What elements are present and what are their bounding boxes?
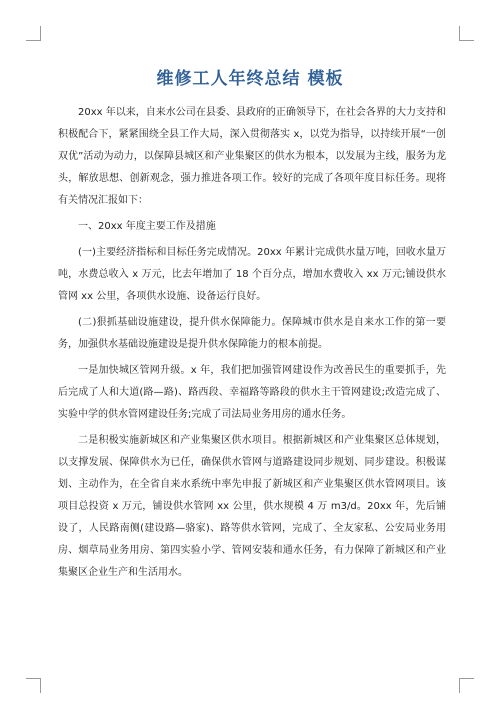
crop-mark-top-left <box>26 26 41 41</box>
paragraph-economic-indicators: (一)主要经济指标和目标任务完成情况。20xx 年累计完成供水量万吨，回收水量万吨，水费总收入 x 万元，比去年增加了 18 个百分点，增加水费收入 xx 万元;铺设供水管网 xx 公里，各项供水设施、设备运行良好。 <box>58 247 446 302</box>
section-heading: 一、20xx 年度主要工作及措施 <box>78 221 216 232</box>
crop-mark-bottom-right <box>459 678 474 693</box>
intro-paragraph: 20xx 年以来，自来水公司在县委、县政府的正确领导下，在社会各界的大力支持和积极配合下，紧紧围绕全县工作大局，深入贯彻落实 x，以党为指导，以持续开展“一创双优”活动为动力，以保障县城区和产业集聚区的供水为根本，以发展为主线，服务为龙头，解放思想、创新观念，强力推进各项工作。较好的完成了各项年度目标任务。现将有关情况汇报如下： <box>58 107 446 206</box>
crop-mark-bottom-left <box>26 678 41 693</box>
paragraph-pipe-network-upgrade: 一是加快城区管网升级。x 年，我们把加强管网建设作为改善民生的重要抓手，先后完成了人和大道(路—路)、路西段、幸福路等路段的供水主干管网建设;改造完成了、实验中学的供水管网建设任务;完成了司法局业务用房的通水任务。 <box>58 365 446 420</box>
document-title: 维修工人年终总结 模板 <box>156 69 344 89</box>
document-body <box>58 102 446 588</box>
crop-mark-top-right <box>459 26 474 41</box>
paragraph-infrastructure: (二)狠抓基础设施建设，提升供水保障能力。保障城市供水是自来水工作的第一要务，加强供水基础设施建设是提升供水保障能力的根本前提。 <box>58 317 446 350</box>
paragraph-new-district-project: 二是积极实施新城区和产业集聚区供水项目。根据新城区和产业集聚区总体规划，以支撑发展、保障供水为已任，确保供水管网与道路建设同步规划、同步建设。积极谋划、主动作为，在全省自来水系统中率先申报了新城区和产业集聚区供水管网项目。该项目总投资 x 万元，铺设供水管网 xx 公里，供水规模 4 万 m3/d。20xx 年，先后铺设了，人民路南侧(建设路—骆家)、路等供水管网，完成了、全友家私、公安局业务用房、烟草局业务用房、第四实验小学、管网安装和通水任务，有力保障了新城区和产业集聚区企业生产和生活用水。 <box>58 435 446 578</box>
